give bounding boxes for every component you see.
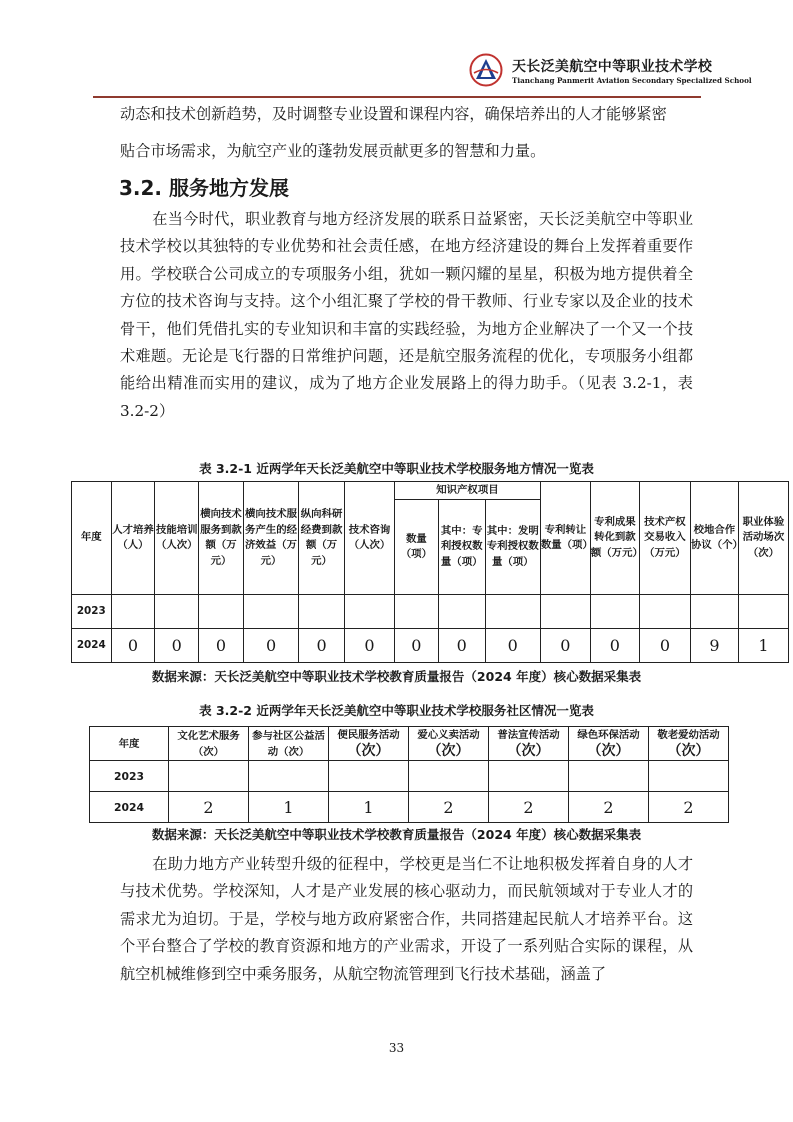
header-divider (93, 96, 701, 98)
t1-cell: 0 (155, 629, 199, 663)
t1-cell: 0 (438, 629, 485, 663)
t2-header-unit: （次） (587, 743, 630, 759)
t2-row-2023 (90, 761, 729, 792)
t2-header-convenience-label: 便民服务活动 (337, 729, 400, 741)
t1-header-ip-count: 数量（项） (395, 500, 439, 595)
t2-cell (649, 761, 729, 792)
t2-header-unit: （次） (427, 743, 470, 759)
t1-cell: 0 (639, 629, 690, 663)
t2-cell (569, 761, 649, 792)
table1-caption: 表 3.2-1 近两学年天长泛美航空中等职业技术学校服务地方情况一览表 (199, 461, 594, 476)
paragraph-service-local (120, 206, 693, 425)
school-name-cn: 天长泛美航空中等职业技术学校 (512, 59, 713, 75)
t1-cell (485, 595, 540, 629)
t1-cell (690, 595, 738, 629)
t2-cell: 2 (649, 792, 729, 823)
t2-row-year: 2023 (90, 761, 169, 792)
t1-cell (111, 595, 155, 629)
t1-cell: 0 (111, 629, 155, 663)
t2-header-legal (489, 727, 569, 761)
t1-cell: 0 (395, 629, 439, 663)
t2-cell: 1 (249, 792, 329, 823)
t1-row-2024 (72, 629, 789, 663)
t2-header-unit: （次） (667, 743, 710, 759)
t1-header-talent: 人才培养（人） (111, 482, 155, 595)
table2-source: 数据来源：天长泛美航空中等职业技术学校教育质量报告（2024 年度）核心数据采集表 (151, 827, 642, 842)
t1-header-v-funds: 纵向科研经费到款额（万元） (299, 482, 345, 595)
t1-header-consult: 技术咨询（人次） (344, 482, 394, 595)
t2-cell: 2 (489, 792, 569, 823)
paragraph-industry-upgrade (120, 851, 693, 988)
t2-cell: 2 (569, 792, 649, 823)
t1-cell (344, 595, 394, 629)
table2-caption: 表 3.2-2 近两学年天长泛美航空中等职业技术学校服务社区情况一览表 (199, 703, 594, 718)
t2-header-green-label: 绿色环保活动 (577, 729, 640, 741)
t1-cell (299, 595, 345, 629)
t1-cell: 0 (540, 629, 590, 663)
t1-cell: 0 (299, 629, 345, 663)
t2-header-legal-label: 普法宣传活动 (497, 729, 560, 741)
t2-header-year: 年度 (90, 727, 169, 761)
t2-header-elderly (649, 727, 729, 761)
t1-cell: 0 (485, 629, 540, 663)
t1-header-experience: 职业体验活动场次（次） (738, 482, 788, 595)
t1-row-year: 2024 (72, 629, 112, 663)
t1-cell: 0 (590, 629, 639, 663)
t1-header-coop: 校地合作协议（个） (690, 482, 738, 595)
t1-cell: 9 (690, 629, 738, 663)
local-service-table (71, 481, 789, 663)
t1-header-tech-trade: 技术产权交易收入（万元） (639, 482, 690, 595)
t2-header-green (569, 727, 649, 761)
t1-header-ip-group: 知识产权项目 (395, 482, 541, 500)
t1-cell (243, 595, 298, 629)
page-number: 33 (388, 1041, 405, 1055)
t1-cell (738, 595, 788, 629)
t1-cell (590, 595, 639, 629)
t2-header-convenience (329, 727, 409, 761)
t1-cell (540, 595, 590, 629)
t2-row-2024 (90, 792, 729, 823)
paragraph-industry-upgrade-text: 在助力地方产业转型升级的征程中，学校更是当仁不让地积极发挥着自身的人才与技术优势。学校深知，人才是产业发展的核心驱动力，而民航领域对于专业人才的需求尤为迫切。于是，学校与地方政府紧密合作，共同搭建起民航人才培养平台。这个平台整合了学校的教育资源和地方的产业需求，开设了一系列贴合实际的课程，从航空机械维修到空中乘务服务，从航空物流管理到飞行技术基础，涵盖了 (120, 855, 693, 983)
section-title: 3.2. 服务地方发展 (119, 176, 289, 200)
t2-cell (329, 761, 409, 792)
paragraph-service-local-text: 在当今时代，职业教育与地方经济发展的联系日益紧密，天长泛美航空中等职业技术学校以其独特的专业优势和社会责任感，在地方经济建设的舞台上发挥着重要作用。学校联合公司成立的专项服务小组，犹如一颗闪耀的星星，积极为地方提供着全方位的技术咨询与支持。这个小组汇聚了学校的骨干教师、行业专家以及企业的技术骨干，他们凭借扎实的专业知识和丰富的实践经验，为地方企业解决了一个又一个技术难题。无论是飞行器的日常维护问题，还是航空服务流程的优化，专项服务小组都能给出精准而实用的建议，成为了地方企业发展路上的得力助手。（见表 3.2-1，表 3.2-2） (120, 210, 693, 420)
t1-header-h-benefit: 横向技术服务产生的经济效益（万元） (243, 482, 298, 595)
t1-header-skill: 技能培训（人次） (155, 482, 199, 595)
t1-cell (155, 595, 199, 629)
t2-header-charity-sale-label: 爱心义卖活动 (417, 729, 480, 741)
t2-cell: 2 (169, 792, 249, 823)
t2-cell (489, 761, 569, 792)
t2-header-charity-sale (409, 727, 489, 761)
t2-cell (169, 761, 249, 792)
t1-cell: 0 (199, 629, 244, 663)
t2-cell (409, 761, 489, 792)
t1-header-year: 年度 (72, 482, 112, 595)
t1-header-h-funds: 横向技术服务到款额（万元） (199, 482, 244, 595)
t1-cell: 1 (738, 629, 788, 663)
t2-header-culture: 文化艺术服务（次） (169, 727, 249, 761)
t1-cell (199, 595, 244, 629)
t1-header-patent-conversion: 专利成果转化到款额（万元） (590, 482, 639, 595)
table1-source: 数据来源：天长泛美航空中等职业技术学校教育质量报告（2024 年度）核心数据采集表 (151, 669, 642, 684)
intro-line-2: 贴合市场需求，为航空产业的蓬勃发展贡献更多的智慧和力量。 (120, 142, 546, 160)
t1-row-2023 (72, 595, 789, 629)
t2-row-year: 2024 (90, 792, 169, 823)
t2-cell: 2 (409, 792, 489, 823)
t1-cell (395, 595, 439, 629)
school-name-en: Tianchang Panmerit Aviation Secondary Specialized School (512, 76, 752, 85)
t1-header-patent-transfer: 专利转让数量（项） (540, 482, 590, 595)
t2-cell (249, 761, 329, 792)
t1-cell: 0 (243, 629, 298, 663)
t1-header-ip-invention: 其中：发明专利授权数量（项） (485, 500, 540, 595)
t1-cell (639, 595, 690, 629)
t2-cell: 1 (329, 792, 409, 823)
t1-cell (438, 595, 485, 629)
t2-header-unit: （次） (507, 743, 550, 759)
t1-row-year: 2023 (72, 595, 112, 629)
t2-header-public-welfare: 参与社区公益活动（次） (249, 727, 329, 761)
t2-header-unit: （次） (347, 743, 390, 759)
t1-header-ip-patent: 其中：专利授权数量（项） (438, 500, 485, 595)
school-logo-icon (469, 53, 503, 87)
intro-line-1: 动态和技术创新趋势，及时调整专业设置和课程内容，确保培养出的人才能够紧密 (120, 105, 667, 123)
t1-cell: 0 (344, 629, 394, 663)
community-service-table (89, 726, 729, 823)
t2-header-elderly-label: 敬老爱幼活动 (657, 729, 720, 741)
